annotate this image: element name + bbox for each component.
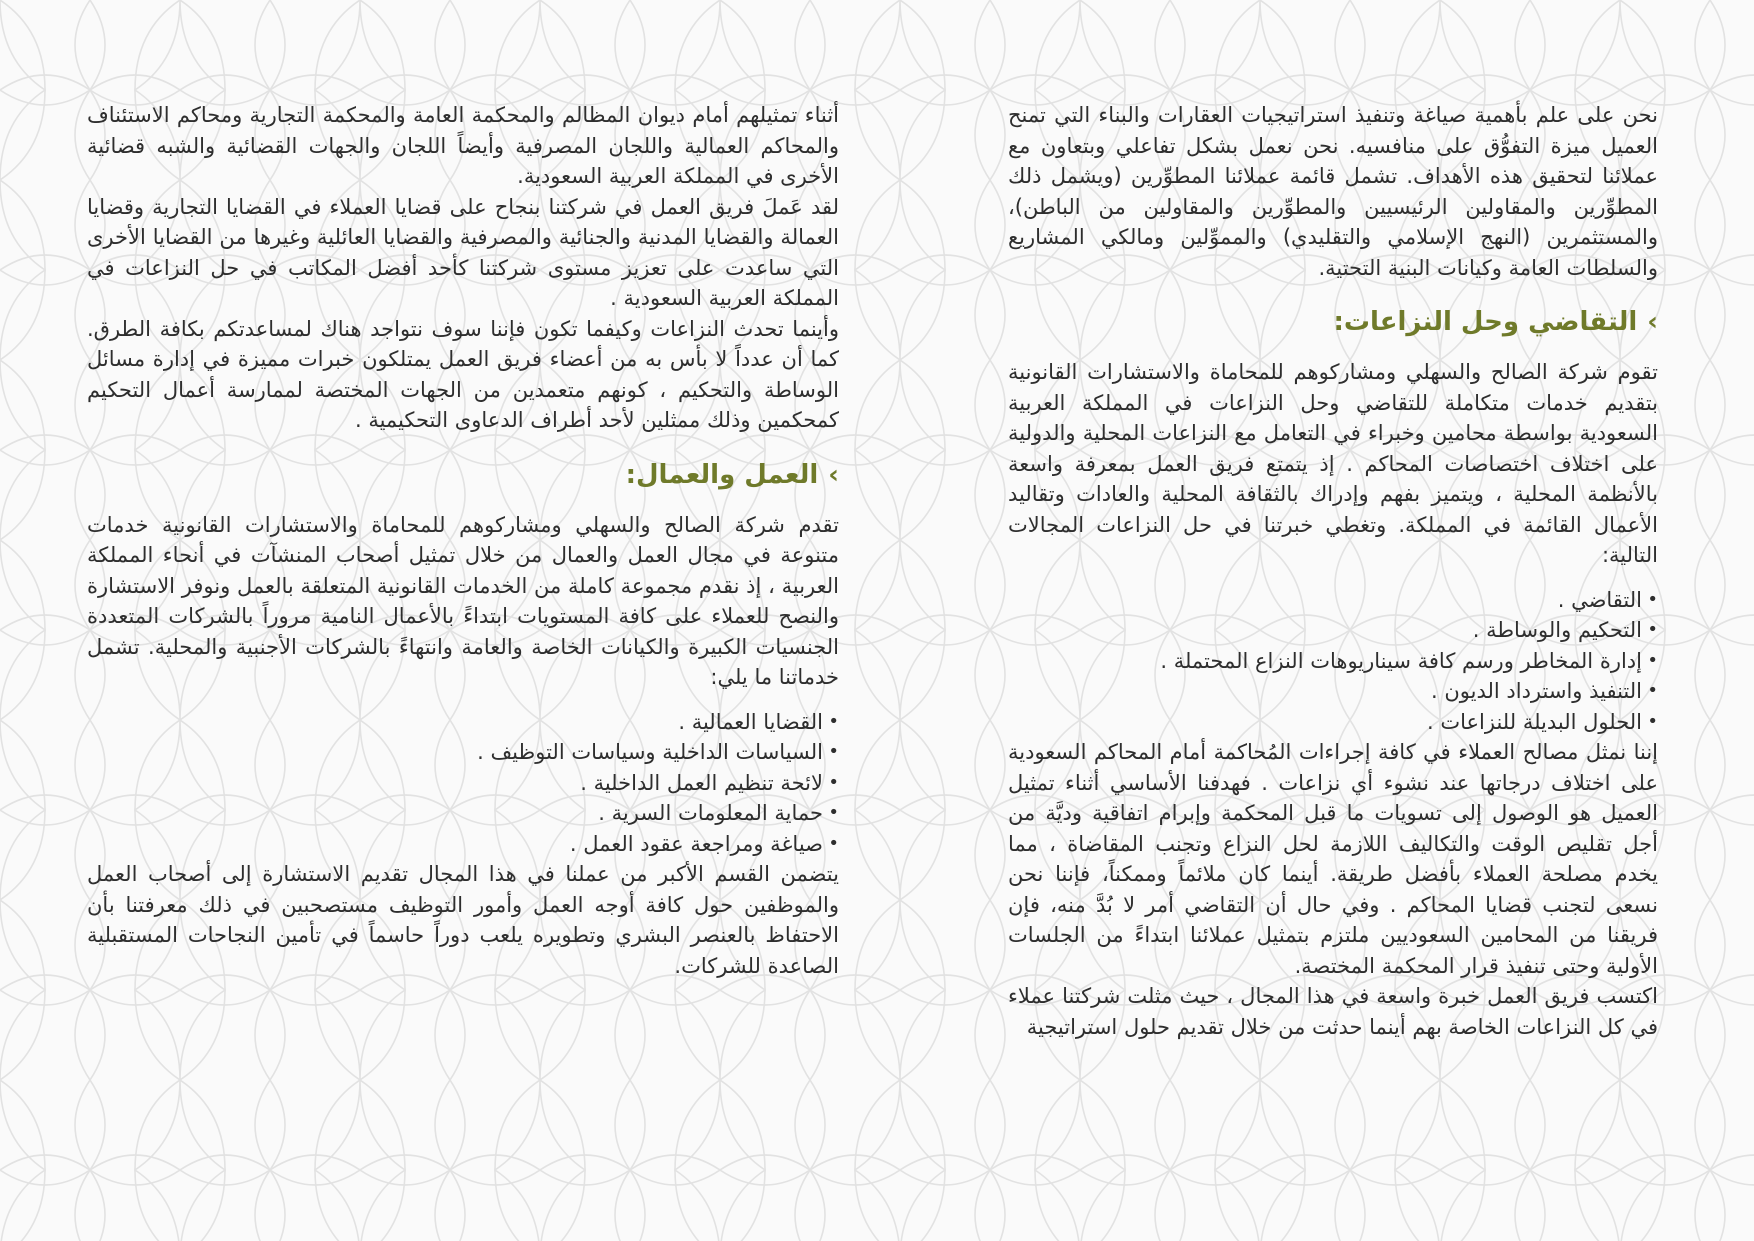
list-item: • السياسات الداخلية وسياسات التوظيف . [87, 737, 839, 768]
intro-paragraph: نحن على علم بأهمية صياغة وتنفيذ استراتيجيات العقارات والبناء التي تمنح العميل ميزة التفوُّق على منافسيه. نحن نعمل بشكل تفاعلي وبتعاون مع عملائنا لتحقيق هذه الأهداف. تشمل قائمة عملائنا المطوِّرين (ويشمل ذلك المطوِّرين والمقاولين الرئيسيين والمطوِّرين والمقاولين من الباطن)، والمستثمرين (النهج الإسلامي والتقليدي) والمموِّلين ومالكي المشاريع والسلطات العامة وكيانات البنية التحتية. [1008, 103, 1658, 280]
list-item: • التقاضي . [1008, 585, 1658, 616]
left-column [87, 100, 839, 981]
section-heading-labor [87, 458, 839, 492]
litigation-paragraph: تقوم شركة الصالح والسهلي ومشاركوهم للمحاماة والاستشارات القانونية بتقديم خدمات متكاملة للتقاضي وحل النزاعات في المملكة العربية السعودية بواسطة محامين وخبراء في التعامل مع النزاعات المحلية والدولية على اختلاف اختصاصات المحاكم . إذ يتمتع فريق العمل بمعرفة واسعة بالأنظمة المحلية ، ويتميز بفهم وإدراك بالثقافة المحلية والعادات وتقاليد الأعمال القائمة في المملكة. وتغطي خبرتنا في حل النزاعات المجالات التالية: [1008, 360, 1658, 567]
list-item: • صياغة ومراجعة عقود العمل . [87, 829, 839, 860]
litigation-bullet-list [1008, 585, 1658, 738]
section-heading-litigation [1008, 305, 1658, 339]
list-item: • حماية المعلومات السرية . [87, 798, 839, 829]
labor-bullet-list [87, 707, 839, 860]
representation-paragraph: إننا نمثل مصالح العملاء في كافة إجراءات المُحاكمة أمام المحاكم السعودية على اختلاف درجاتها عند نشوء أي نزاعات . فهدفنا الأساسي أثناء تمثيل العميل هو الوصول إلى تسويات ما قبل المحكمة وإبرام اتفاقية وديَّة من أجل تقليص الوقت والتكاليف اللازمة لحل النزاع وتجنب المقاضاة ، مما يخدم مصلحة العملاء بأفضل طريقة. أينما كان ملائماً وممكناً، فإننا نحن نسعى لتجنب قضايا المحاكم . وفي حال أن التقاضي أمر لا بُدَّ منه، فإن فريقنا من المحامين السعوديين ملتزم بتمثيل عملائنا ابتداءً من الجلسات الأولية وحتى تنفيذ قرار المحكمة المختصة. [1008, 740, 1658, 978]
chevron-icon: › [828, 459, 839, 490]
list-item: • التنفيذ واسترداد الديون . [1008, 676, 1658, 707]
list-item: • القضايا العمالية . [87, 707, 839, 738]
courts-paragraph: أثناء تمثيلهم أمام ديوان المظالم والمحكمة العامة والمحكمة التجارية ومحاكم الاستئناف والمحاكم العمالية واللجان المصرفية وأيضاً اللجان والجهات القضائية والشبه قضائية الأخرى في المملكة العربية السعودية. [87, 103, 839, 188]
list-item: • إدارة المخاطر ورسم كافة سيناريوهات النزاع المحتملة . [1008, 646, 1658, 677]
list-item: • لائحة تنظيم العمل الداخلية . [87, 768, 839, 799]
list-item: • الحلول البديلة للنزاعات . [1008, 707, 1658, 738]
labor-paragraph: تقدم شركة الصالح والسهلي ومشاركوهم للمحاماة والاستشارات القانونية خدمات متنوعة في مجال العمل والعمال من خلال تمثيل أصحاب المنشآت في أنحاء المملكة العربية ، إذ نقدم مجموعة كاملة من الخدمات القانونية المتعلقة بالعمل ونوفر الاستشارة والنصح للعملاء على كافة المستويات ابتداءً بالأعمال النامية مروراً بالشركات المتعددة الجنسيات الكبيرة والكيانات الخاصة والعامة وانتهاءً بالشركات الأجنبية والمحلية. تشمل خدماتنا ما يلي: [87, 512, 839, 689]
experience-paragraph: اكتسب فريق العمل خبرة واسعة في هذا المجال ، حيث مثلت شركتنا عملاء في كل النزاعات الخاصة بهم أينما حدثت من خلال تقديم حلول استراتيجية [1008, 984, 1658, 1039]
arbitration-paragraph: وأينما تحدث النزاعات وكيفما تكون فإننا سوف نتواجد هناك لمساعدتكم بكافة الطرق. كما أن عدداً لا بأس به من أعضاء فريق العمل يمتلكون خبرات مميزة في إدارة مسائل الوساطة والتحكيم ، كونهم متعمدين من الجهات المختصة لممارسة أعمال التحكيم كمحكمين وذلك ممثلين لأحد أطراف الدعاوى التحكيمية . [87, 316, 839, 432]
heading-text: التقاضي وحل النزاعات: [1333, 307, 1638, 337]
cases-paragraph: لقد عَملَ فريق العمل في شركتنا بنجاح على قضايا العملاء في القضايا التجارية وقضايا العمالة والقضايا المدنية والجنائية والمصرفية والقضايا العائلية وغيرها من القضايا الأخرى التي ساعدت على تعزيز مستوى شركتنا كأحد أفضل المكاتب في حل النزاعات في المملكة العربية السعودية . [87, 194, 839, 310]
chevron-icon: › [1647, 307, 1658, 337]
list-item: • التحكيم والوساطة . [1008, 615, 1658, 646]
right-column [1008, 100, 1658, 1042]
advisory-paragraph: يتضمن القسم الأكبر من عملنا في هذا المجال تقديم الاستشارة إلى أصحاب العمل والموظفين حول كافة أوجه العمل وأمور التوظيف مستصحبين في ذلك معرفتنا بأن الاحتفاظ بالعنصر البشري وتطويره يلعب دوراً حاسماً في تأمين النجاحات المستقبلية الصاعدة للشركات. [87, 862, 839, 978]
heading-text: العمل والعمال: [625, 459, 819, 490]
